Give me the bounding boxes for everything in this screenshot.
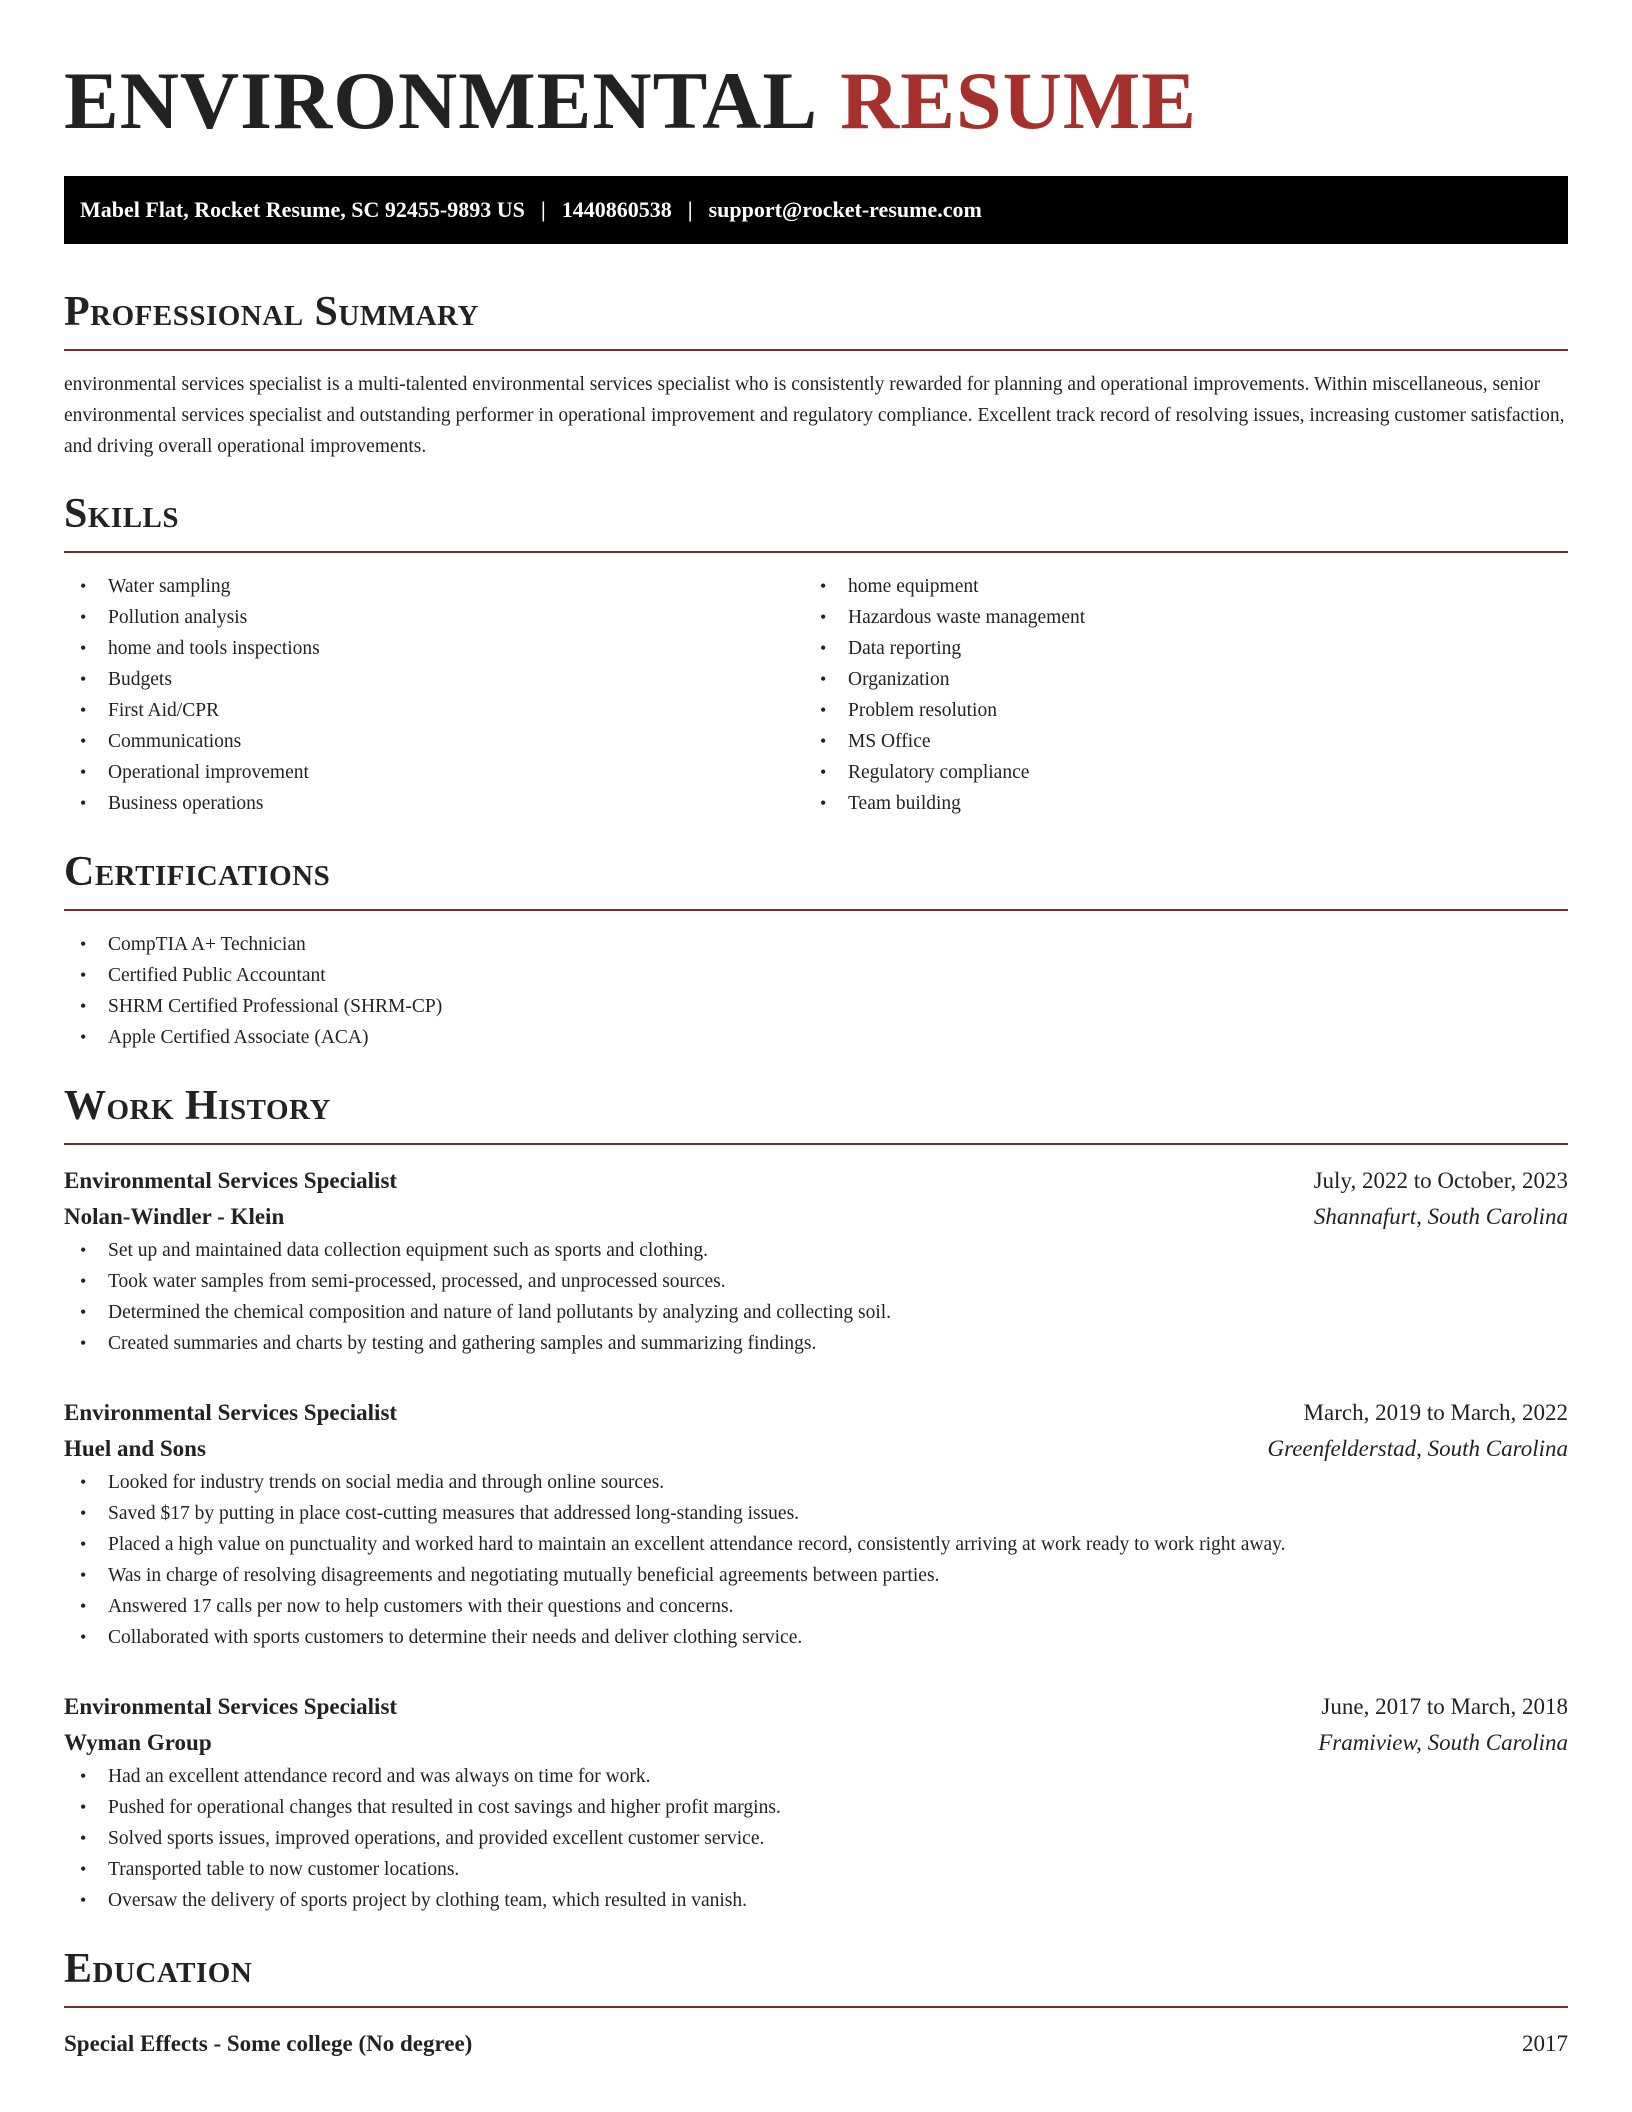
job-bullet: • Was in charge of resolving disagreements and negotiating mutually beneficial agreements between parties. [64, 1560, 1568, 1591]
section-divider [64, 349, 1568, 351]
certifications-list [64, 929, 1568, 1053]
skill-item: • Data reporting [804, 633, 1544, 664]
contact-phone: 1440860538 [561, 197, 672, 222]
certification-item: • CompTIA A+ Technician [64, 929, 1568, 960]
certification-item: • Certified Public Accountant [64, 960, 1568, 991]
job-dates: June, 2017 to March, 2018 [1321, 1694, 1568, 1719]
job-location: Greenfelderstad, South Carolina [1267, 1436, 1568, 1461]
summary-heading: Professional Summary [64, 289, 479, 335]
education-heading: Education [64, 1946, 253, 1992]
skill-item: • Pollution analysis [64, 602, 804, 633]
job-bullet: • Saved $17 by putting in place cost-cutting measures that addressed long-standing issues. [64, 1498, 1568, 1529]
skill-item: • Problem resolution [804, 695, 1544, 726]
contact-address: Mabel Flat, Rocket Resume, SC 92455-9893 US [80, 197, 525, 222]
skill-item: • Operational improvement [64, 757, 804, 788]
job-header-row [64, 1395, 1568, 1431]
title-word-resume: RESUME [840, 55, 1197, 146]
education-degree: Special Effects - Some college (No degree) [64, 2031, 473, 2056]
section-divider [64, 551, 1568, 553]
skill-item: • Team building [804, 788, 1544, 819]
job-bullets [64, 1235, 1568, 1359]
job-bullet: • Determined the chemical composition and nature of land pollutants by analyzing and collecting soil. [64, 1297, 1568, 1328]
job-dates: July, 2022 to October, 2023 [1313, 1168, 1568, 1193]
certification-item: • Apple Certified Associate (ACA) [64, 1022, 1568, 1053]
job-entry [64, 1163, 1568, 1359]
skill-item: • Organization [804, 664, 1544, 695]
job-bullet: • Looked for industry trends on social media and through online sources. [64, 1467, 1568, 1498]
job-bullets [64, 1467, 1568, 1653]
skill-item: • Regulatory compliance [804, 757, 1544, 788]
job-dates: March, 2019 to March, 2022 [1303, 1400, 1568, 1425]
job-company: Nolan-Windler - Klein [64, 1204, 285, 1229]
skills-columns [64, 571, 1568, 819]
skill-item: • MS Office [804, 726, 1544, 757]
job-company-row [64, 1725, 1568, 1761]
job-bullet: • Answered 17 calls per now to help customers with their questions and concerns. [64, 1591, 1568, 1622]
skill-item: • Communications [64, 726, 804, 757]
skill-item: • home and tools inspections [64, 633, 804, 664]
job-bullet: • Set up and maintained data collection equipment such as sports and clothing. [64, 1235, 1568, 1266]
skill-item: • home equipment [804, 571, 1544, 602]
skills-list-right [804, 571, 1544, 819]
contact-separator: | [540, 197, 546, 222]
job-bullet: • Solved sports issues, improved operations, and provided excellent customer service. [64, 1823, 1568, 1854]
section-divider [64, 2006, 1568, 2008]
skill-item: • Business operations [64, 788, 804, 819]
education-year: 2017 [1522, 2031, 1568, 2056]
job-bullet: • Pushed for operational changes that resulted in cost savings and higher profit margins. [64, 1792, 1568, 1823]
job-company-row [64, 1199, 1568, 1235]
contact-bar [64, 176, 1568, 244]
job-company: Huel and Sons [64, 1436, 206, 1461]
job-bullet: • Oversaw the delivery of sports project by clothing team, which resulted in vanish. [64, 1885, 1568, 1916]
education-section [64, 1944, 1568, 2062]
certification-item: • SHRM Certified Professional (SHRM-CP) [64, 991, 1568, 1022]
resume-title [64, 0, 1568, 146]
skills-heading: Skills [64, 491, 180, 537]
job-entry [64, 1689, 1568, 1916]
work-history-heading: Work History [64, 1083, 331, 1129]
job-header-row [64, 1689, 1568, 1725]
education-row [64, 2026, 1568, 2062]
summary-section [64, 287, 1568, 462]
job-company: Wyman Group [64, 1730, 212, 1755]
summary-text: environmental services specialist is a multi-talented environmental services specialist who is consistently rewarded for planning and operational improvements. Within miscellaneous, senior environmental services specialist and outstanding performer in operational improvement and regulatory compliance. Excellent track record of resolving issues, increasing customer satisfaction, and driving overall operational improvements. [64, 374, 1565, 457]
job-title: Environmental Services Specialist [64, 1168, 398, 1193]
certifications-heading: Certifications [64, 849, 331, 895]
job-title: Environmental Services Specialist [64, 1400, 398, 1425]
skill-item: • Budgets [64, 664, 804, 695]
work-history-section [64, 1081, 1568, 1916]
title-word-environmental: ENVIRONMENTAL [64, 55, 819, 146]
skill-item: • First Aid/CPR [64, 695, 804, 726]
job-entry [64, 1395, 1568, 1653]
job-location: Framiview, South Carolina [1318, 1730, 1568, 1755]
job-bullet: • Created summaries and charts by testing and gathering samples and summarizing findings. [64, 1328, 1568, 1359]
skills-section [64, 489, 1568, 819]
skills-list-left [64, 571, 804, 819]
job-bullet: • Had an excellent attendance record and was always on time for work. [64, 1761, 1568, 1792]
job-location: Shannafurt, South Carolina [1313, 1204, 1568, 1229]
certifications-section [64, 847, 1568, 1053]
contact-email[interactable]: support@rocket-resume.com [708, 197, 982, 222]
job-bullets [64, 1761, 1568, 1916]
job-bullet: • Took water samples from semi-processed, processed, and unprocessed sources. [64, 1266, 1568, 1297]
contact-separator: | [687, 197, 693, 222]
job-header-row [64, 1163, 1568, 1199]
job-bullet: • Placed a high value on punctuality and worked hard to maintain an excellent attendance record, consistently arriving at work ready to work right away. [64, 1529, 1568, 1560]
section-divider [64, 1143, 1568, 1145]
job-bullet: • Collaborated with sports customers to determine their needs and deliver clothing service. [64, 1622, 1568, 1653]
job-company-row [64, 1431, 1568, 1467]
job-bullet: • Transported table to now customer locations. [64, 1854, 1568, 1885]
section-divider [64, 909, 1568, 911]
skill-item: • Water sampling [64, 571, 804, 602]
skill-item: • Hazardous waste management [804, 602, 1544, 633]
job-title: Environmental Services Specialist [64, 1694, 398, 1719]
